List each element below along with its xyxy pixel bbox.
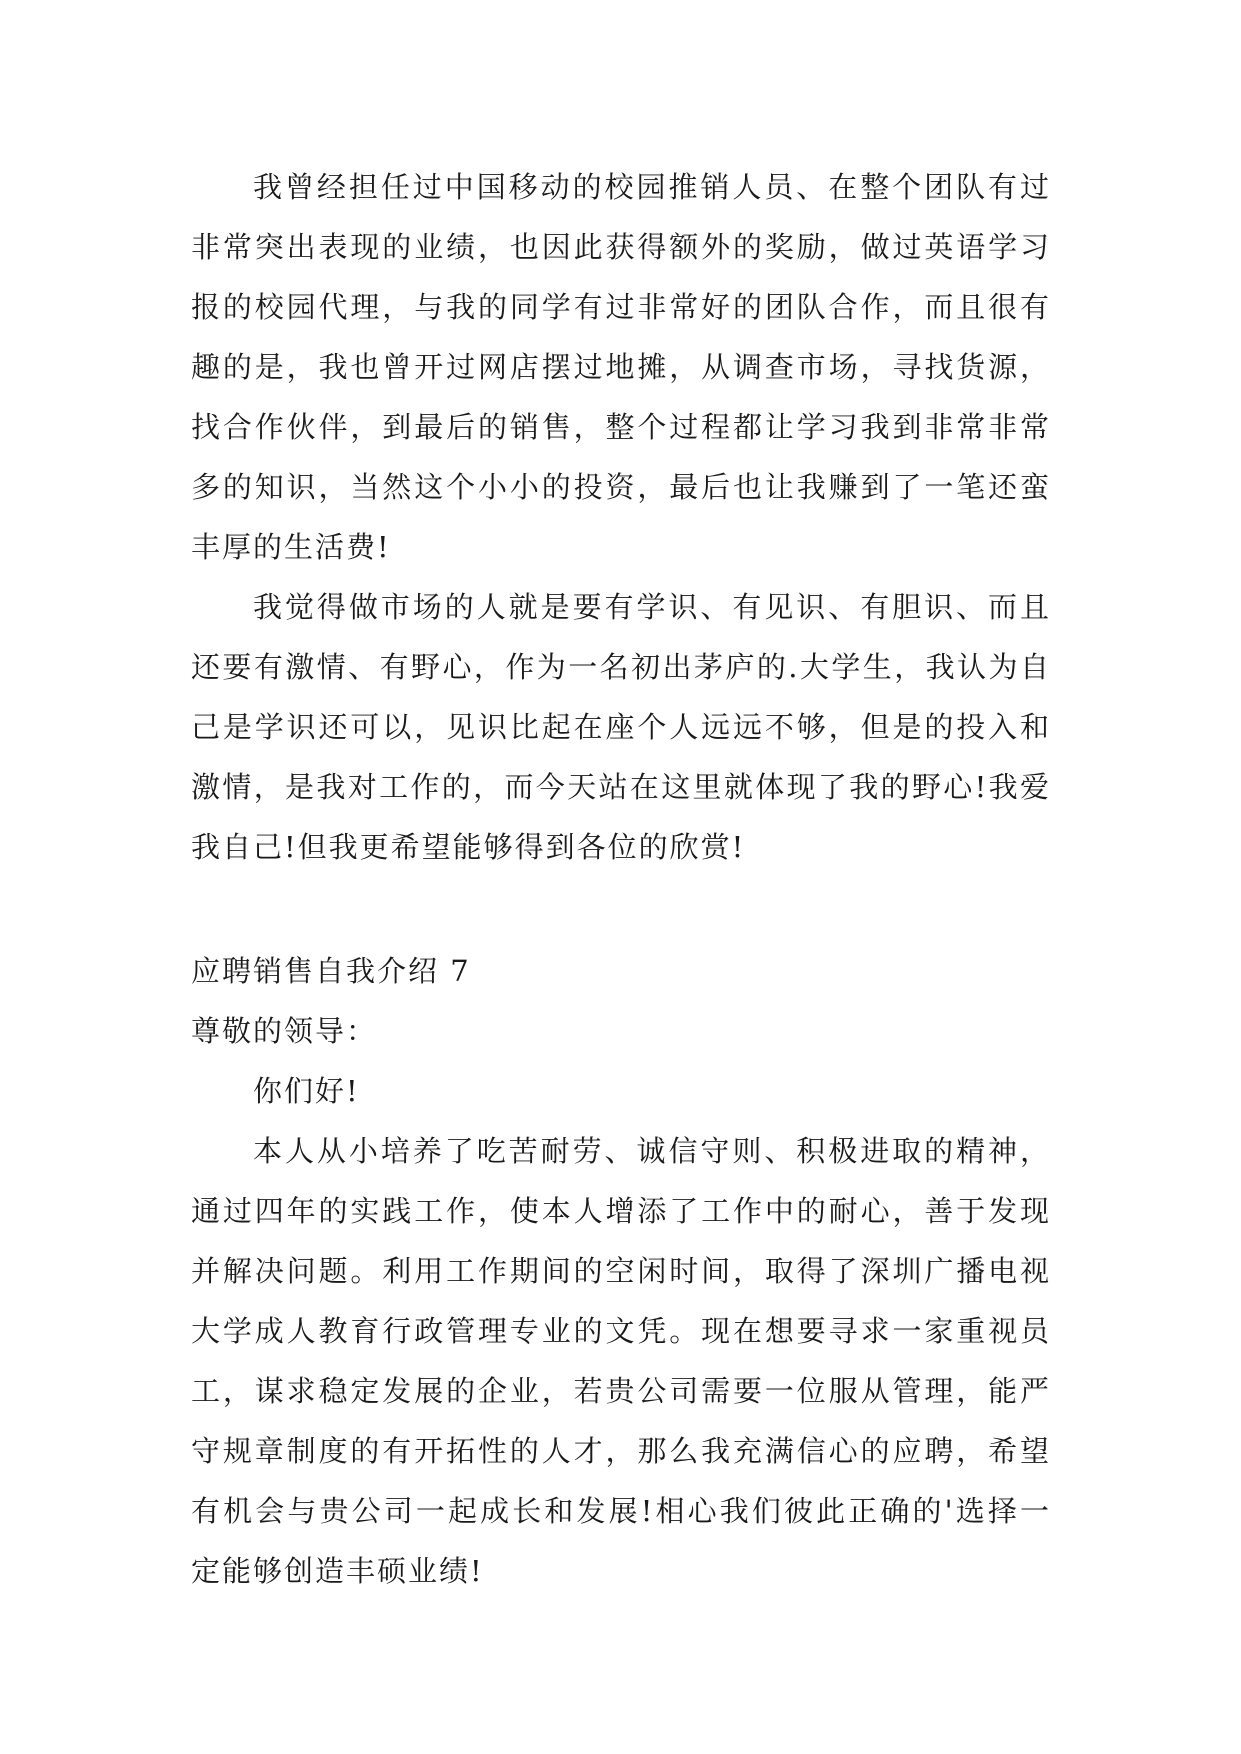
greeting: 你们好! [253, 1074, 360, 1108]
section-spacer [191, 877, 1051, 941]
section-title: 应聘销售自我介绍 7 [191, 954, 471, 988]
document-body [191, 157, 1051, 1601]
salutation: 尊敬的领导： [191, 1014, 378, 1048]
paragraph-market-view: 我觉得做市场的人就是要有学识、有见识、有胆识、而且还要有激情、有野心，作为一名初出茅庐的.大学生，我认为自己是学识还可以，见识比起在座个人远远不够，但是的投入和激情，是我对工作的，而今天站在这里就体现了我的野心!我爱我自己!但我更希望能够得到各位的欣赏! [191, 590, 1051, 864]
paragraph-experience: 我曾经担任过中国移动的校园推销人员、在整个团队有过非常突出表现的业绩，也因此获得额外的奖励，做过英语学习报的校园代理，与我的同学有过非常好的团队合作，而且很有趣的是，我也曾开过网店摆过地摊，从调查市场，寻找货源，找合作伙伴，到最后的销售，整个过程都让学习我到非常非常多的知识，当然这个小小的投资，最后也让我赚到了一笔还蛮丰厚的生活费! [191, 170, 1051, 564]
paragraph-self-intro: 本人从小培养了吃苦耐劳、诚信守则、积极进取的精神，通过四年的实践工作，使本人增添了工作中的耐心，善于发现并解决问题。利用工作期间的空闲时间，取得了深圳广播电视大学成人教育行政管理专业的文凭。现在想要寻求一家重视员工，谋求稳定发展的企业，若贵公司需要一位服从管理，能严守规章制度的有开拓性的人才，那么我充满信心的应聘，希望有机会与贵公司一起成长和发展!相心我们彼此正确的'选择一定能够创造丰硕业绩! [191, 1134, 1051, 1588]
